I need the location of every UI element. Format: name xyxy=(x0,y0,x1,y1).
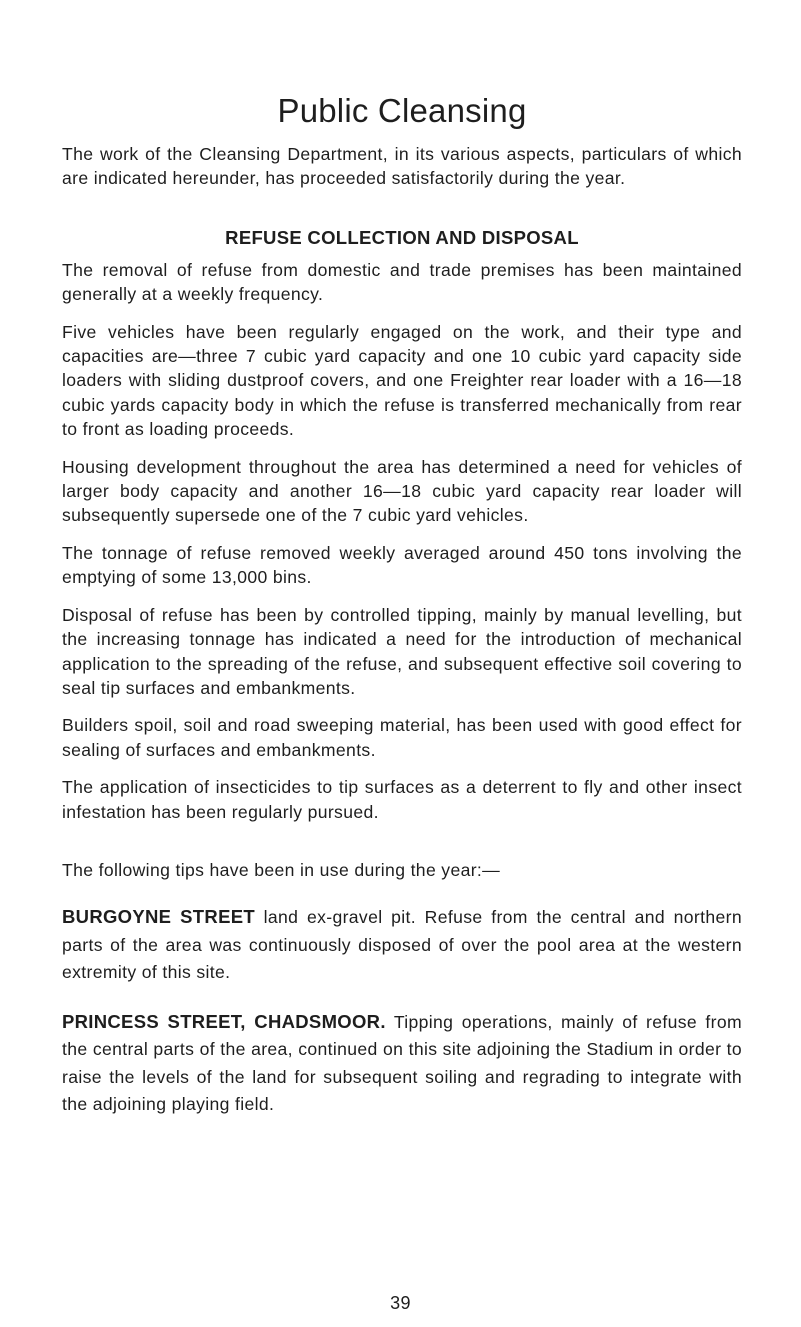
paragraph-removal: The removal of refuse from domestic and trade premises has been maintained generally at a weekly frequency. xyxy=(62,259,742,305)
page-title: Public Cleansing xyxy=(277,92,527,129)
paragraph-builders-spoil: Builders spoil, soil and road sweeping material, has been used with good effect for sealing of surfaces and embankments. xyxy=(62,715,742,760)
paragraph-vehicles: Five vehicles have been regularly engaged on the work, and their type and capacities are—three 7 cubic yard capacity and one 10 cubic yard capacity side loaders with sliding dustproof covers, and one Freighter rear loader with a 16—18 cubic yards capacity body in which the refuse is transferred mechanically from rear to front as loading proceeds. xyxy=(62,321,742,440)
tip-text: land ex-gravel pit. Refuse from the central and northern parts of the area was continuously disposed of over the pool area at the western extremity of this site. xyxy=(62,907,742,983)
tip-name: BURGOYNE STREET xyxy=(62,906,255,928)
paragraph-housing: Housing development throughout the area has determined a need for vehicles of larger body capacity and another 16—18 cubic yard capacity rear loader will subsequently supersede one of the 7 cubic yard vehicles. xyxy=(62,456,742,526)
intro-paragraph: The work of the Cleansing Department, in its various aspects, particulars of which are indicated hereunder, has proceeded satisfactorily during the year. xyxy=(62,144,742,189)
paragraph-tonnage: The tonnage of refuse removed weekly averaged around 450 tons involving the emptying of some 13,000 bins. xyxy=(62,542,742,588)
section-heading: REFUSE COLLECTION AND DISPOSAL xyxy=(225,226,579,248)
document-page xyxy=(62,92,742,1119)
tips-intro: The following tips have been in use during the year:— xyxy=(62,859,501,880)
paragraph-disposal: Disposal of refuse has been by controlled tipping, mainly by manual levelling, but the increasing tonnage has indicated a need for the introduction of mechanical application to the spreading of the refuse, and subsequent effective soil covering to seal tip surfaces and embankments. xyxy=(62,604,742,698)
page-number: 39 xyxy=(390,1293,411,1313)
tip-entry-princess xyxy=(62,1008,742,1119)
tip-text: Tipping operations, mainly of refuse from the central parts of the area, continued on this site adjoining the Stadium in order to raise the levels of the land for subsequent soiling and regrading to integrate with the adjoining playing field. xyxy=(62,1011,742,1115)
tip-name: PRINCESS STREET, CHADSMOOR. xyxy=(62,1010,386,1032)
paragraph-insecticides: The application of insecticides to tip surfaces as a deterrent to fly and other insect infestation has been regularly pursued. xyxy=(62,777,742,822)
tip-entry-burgoyne xyxy=(62,903,742,987)
